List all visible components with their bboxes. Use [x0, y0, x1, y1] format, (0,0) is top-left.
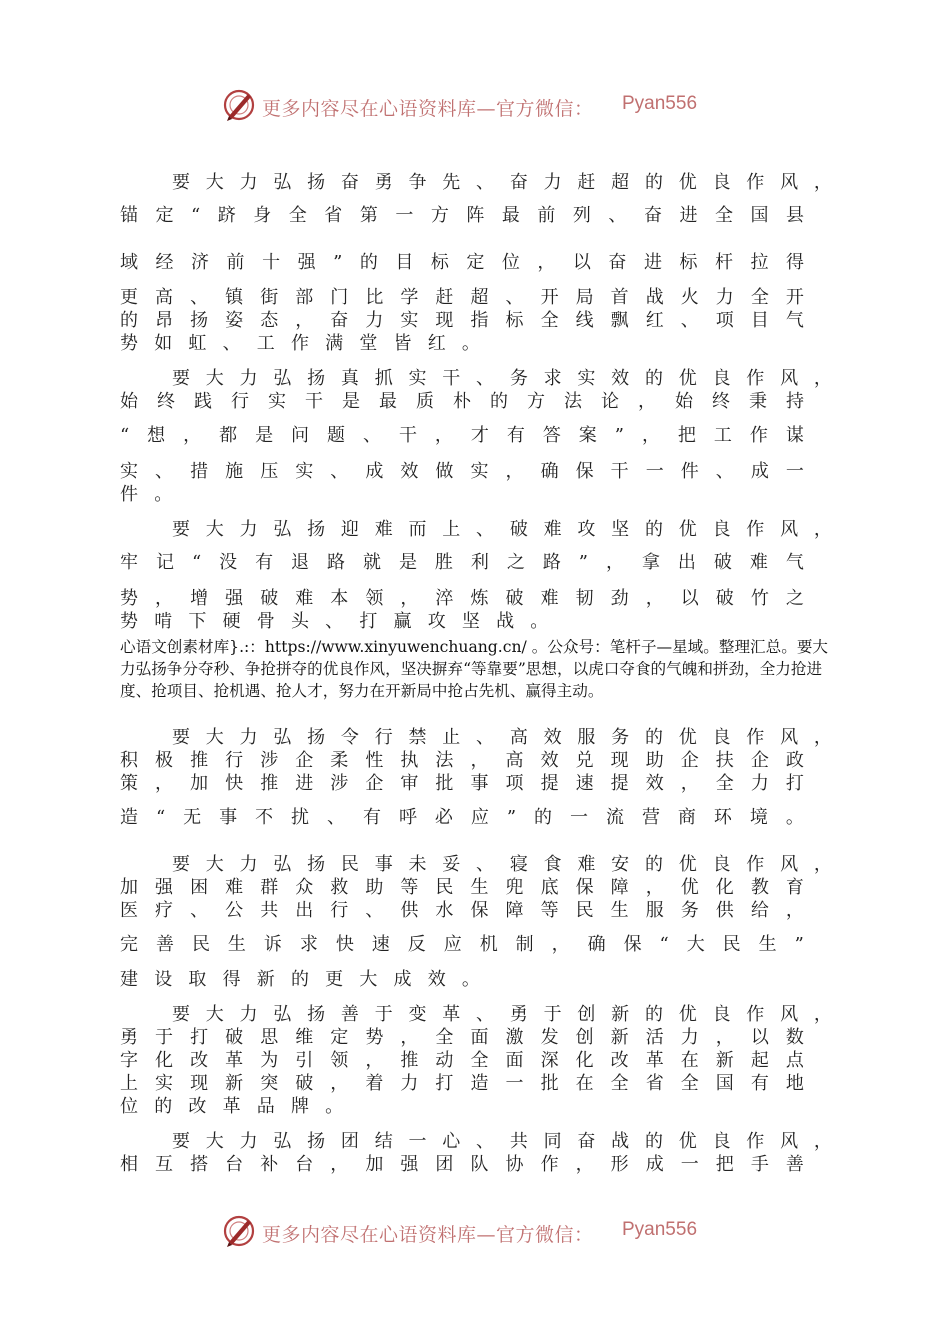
text-line: 造 “ 无 事 不 扰 、 有 呼 必 应 ” 的 一 流 营 商 环 境 。 — [120, 807, 804, 828]
text-line: 相 互 搭 台 补 台 ， 加 强 团 队 协 作 ， 形 成 一 把 手 善 — [120, 1154, 804, 1175]
text-line: 更 高 、 镇 街 部 门 比 学 赶 超 、 开 局 首 战 火 力 全 开 — [120, 287, 804, 308]
text-line: 牢 记 “ 没 有 退 路 就 是 胜 利 之 路 ” ， 拿 出 破 难 气 — [120, 552, 804, 573]
text-line: 医 疗 、 公 共 出 行 、 供 水 保 障 等 民 生 服 务 供 给 ， — [120, 900, 804, 921]
text-line: 势 啃 下 硬 骨 头 、 打 赢 攻 坚 战 。 — [120, 611, 549, 632]
pen-logo-icon — [222, 1214, 256, 1248]
text-line: 件 。 — [120, 484, 173, 505]
text-line: 要 大 力 弘 扬 民 事 未 妥 、 寝 食 难 安 的 优 良 作 风 ， — [172, 854, 832, 875]
text-line: 要 大 力 弘 扬 团 结 一 心 、 共 同 奋 战 的 优 良 作 风 ， — [172, 1131, 832, 1152]
text-line: 势 如 虹 、 工 作 满 堂 皆 红 。 — [120, 333, 480, 354]
text-line: 始 终 践 行 实 干 是 最 质 朴 的 方 法 论 ， 始 终 秉 持 — [120, 391, 804, 412]
text-line: 积 极 推 行 涉 企 柔 性 执 法 ， 高 效 兑 现 助 企 扶 企 政 — [120, 750, 804, 771]
text-line: 加 强 困 难 群 众 救 助 等 民 生 兜 底 保 障 ， 优 化 教 育 — [120, 877, 804, 898]
text-line: 字 化 改 革 为 引 领 ， 推 动 全 面 深 化 改 革 在 新 起 点 — [120, 1050, 804, 1071]
text-line: 域 经 济 前 十 强 ” 的 目 标 定 位 ， 以 奋 进 标 杆 拉 得 — [120, 252, 804, 273]
text-line: 实 、 措 施 压 实 、 成 效 做 实 ， 确 保 干 一 件 、 成 一 — [120, 461, 804, 482]
text-line: 上 实 现 新 突 破 ， 着 力 打 造 一 批 在 全 省 全 国 有 地 — [120, 1073, 804, 1094]
text-line: 的 昂 扬 姿 态 ， 奋 力 实 现 指 标 全 线 飘 红 、 项 目 气 — [120, 310, 804, 331]
banner-wechat-id: Pyan556 — [622, 1219, 698, 1240]
footer-banner — [0, 1212, 950, 1252]
text-line: 势 ， 增 强 破 难 本 领 ， 淬 炼 破 难 韧 劲 ， 以 破 竹 之 — [120, 588, 804, 609]
text-line: 要 大 力 弘 扬 奋 勇 争 先 、 奋 力 赶 超 的 优 良 作 风 ， — [172, 172, 832, 193]
text-line: “ 想 ， 都 是 问 题 、 干 ， 才 有 答 案 ” ， 把 工 作 谋 — [120, 425, 804, 446]
normal-paragraph: 心语文创素材库}.:：https://www.xinyuwenchuang.cn/ 。公众号：笔杆子—星域。整理汇总。要大力弘扬争分夺秒、争抢拼夺的优良作风，坚决摒弃“等靠要”思想，以虎口夺食的气魄和拼劲，全力抢进度、抢项目、抢机遇、抢人才，努力在开新局中抢占先机、赢得主动。 — [120, 638, 829, 700]
text-line: 建 设 取 得 新 的 更 大 成 效 。 — [120, 969, 480, 990]
banner-text: 更多内容尽在心语资料库—官方微信： — [262, 98, 594, 120]
pen-logo-icon — [222, 88, 256, 122]
text-line: 勇 于 打 破 思 维 定 势 ， 全 面 激 发 创 新 活 力 ， 以 数 — [120, 1027, 804, 1048]
text-line: 完 善 民 生 诉 求 快 速 反 应 机 制 ， 确 保 “ 大 民 生 ” — [120, 934, 804, 955]
text-line: 位 的 改 革 品 牌 。 — [120, 1096, 344, 1117]
text-line: 要 大 力 弘 扬 令 行 禁 止 、 高 效 服 务 的 优 良 作 风 ， — [172, 727, 832, 748]
text-line: 要 大 力 弘 扬 迎 难 而 上 、 破 难 攻 坚 的 优 良 作 风 ， — [172, 519, 832, 540]
banner-wechat-id: Pyan556 — [622, 93, 698, 114]
header-banner — [0, 86, 950, 126]
text-line: 策 ， 加 快 推 进 涉 企 审 批 事 项 提 速 提 效 ， 全 力 打 — [120, 773, 804, 794]
text-line: 要 大 力 弘 扬 真 抓 实 干 、 务 求 实 效 的 优 良 作 风 ， — [172, 368, 832, 389]
text-line: 锚 定 “ 跻 身 全 省 第 一 方 阵 最 前 列 、 奋 进 全 国 县 — [120, 205, 804, 226]
text-line: 要 大 力 弘 扬 善 于 变 革 、 勇 于 创 新 的 优 良 作 风 ， — [172, 1004, 832, 1025]
banner-text: 更多内容尽在心语资料库—官方微信： — [262, 1224, 594, 1246]
